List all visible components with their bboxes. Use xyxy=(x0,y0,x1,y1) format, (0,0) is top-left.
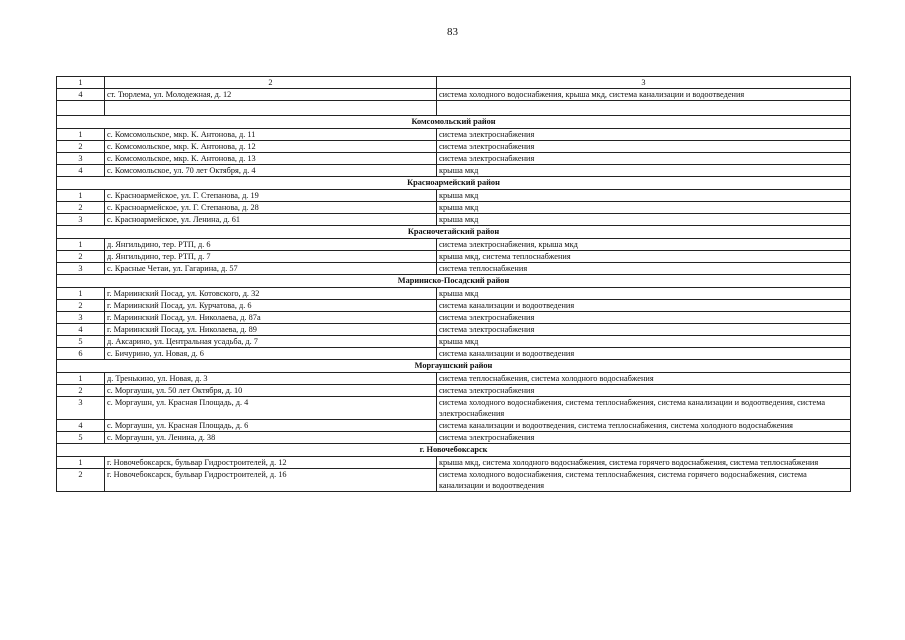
table-row xyxy=(57,432,851,444)
district-header-row xyxy=(57,360,851,373)
row-number-cell: 4 xyxy=(57,324,105,336)
address-cell: д. Аксарино, ул. Центральная усадьба, д. 7 xyxy=(105,336,437,348)
buildings-table xyxy=(56,76,851,492)
address-cell: с. Моргаушн, ул. Ленина, д. 38 xyxy=(105,432,437,444)
row-number-cell: 3 xyxy=(57,312,105,324)
systems-cell: система теплоснабжения xyxy=(437,263,851,275)
address-cell: г. Мариинский Посад, ул. Котовского, д. 32 xyxy=(105,288,437,300)
row-number-cell: 2 xyxy=(57,469,105,492)
systems-cell: система электроснабжения xyxy=(437,432,851,444)
address-cell: г. Мариинский Посад, ул. Курчатова, д. 6 xyxy=(105,300,437,312)
systems-cell: крыша мкд xyxy=(437,202,851,214)
row-number-cell: 2 xyxy=(57,251,105,263)
address-cell: с. Бичурино, ул. Новая, д. 6 xyxy=(105,348,437,360)
row-number-cell: 2 xyxy=(57,300,105,312)
empty-cell xyxy=(437,101,851,116)
table-row xyxy=(57,214,851,226)
systems-cell: крыша мкд xyxy=(437,190,851,202)
table-row xyxy=(57,300,851,312)
systems-cell: система холодного водоснабжения, система теплоснабжения, система канализации и водоотведения, система электроснабжения xyxy=(437,397,851,420)
table-row xyxy=(57,457,851,469)
row-number-cell: 4 xyxy=(57,165,105,177)
district-title: Мариинско-Посадский район xyxy=(57,275,851,288)
table-row xyxy=(57,251,851,263)
district-title: Моргаушский район xyxy=(57,360,851,373)
systems-cell: система электроснабжения xyxy=(437,141,851,153)
table-row xyxy=(57,312,851,324)
row-number-cell: 3 xyxy=(57,397,105,420)
row-number-cell: 4 xyxy=(57,420,105,432)
column-number-cell: 1 xyxy=(57,77,105,89)
district-header-row xyxy=(57,444,851,457)
row-number-cell: 1 xyxy=(57,190,105,202)
address-cell: с. Красноармейское, ул. Г. Степанова, д. 19 xyxy=(105,190,437,202)
row-number-cell: 5 xyxy=(57,336,105,348)
address-cell: с. Моргаушн, ул. 50 лет Октября, д. 10 xyxy=(105,385,437,397)
address-cell: с. Красноармейское, ул. Г. Степанова, д. 28 xyxy=(105,202,437,214)
page-number: 83 xyxy=(447,26,458,38)
address-cell: с. Моргаушн, ул. Красная Площадь, д. 4 xyxy=(105,397,437,420)
row-number-cell: 3 xyxy=(57,153,105,165)
systems-cell: система теплоснабжения, система холодного водоснабжения xyxy=(437,373,851,385)
column-number-cell: 3 xyxy=(437,77,851,89)
table-row xyxy=(57,153,851,165)
systems-cell: система холодного водоснабжения, крыша мкд, система канализации и водоотведения xyxy=(437,89,851,101)
systems-cell: система холодного водоснабжения, система теплоснабжения, система горячего водоснабжения, система канализации и водоотведения xyxy=(437,469,851,492)
systems-cell: система канализации и водоотведения xyxy=(437,300,851,312)
empty-row xyxy=(57,101,851,116)
row-number-cell: 5 xyxy=(57,432,105,444)
district-header-row xyxy=(57,116,851,129)
systems-cell: крыша мкд xyxy=(437,165,851,177)
address-cell: д. Тренькино, ул. Новая, д. 3 xyxy=(105,373,437,385)
row-number-cell: 1 xyxy=(57,239,105,251)
table-row xyxy=(57,129,851,141)
systems-cell: система электроснабжения xyxy=(437,129,851,141)
address-cell: ст. Тюрлема, ул. Молодежная, д. 12 xyxy=(105,89,437,101)
address-cell: с. Комсомольское, ул. 70 лет Октября, д. 4 xyxy=(105,165,437,177)
row-number-cell: 1 xyxy=(57,457,105,469)
address-cell: д. Янгильдино, тер. РТП, д. 6 xyxy=(105,239,437,251)
row-number-cell: 2 xyxy=(57,385,105,397)
address-cell: с. Красноармейское, ул. Ленина, д. 61 xyxy=(105,214,437,226)
table-row xyxy=(57,141,851,153)
systems-cell: система канализации и водоотведения, система теплоснабжения, система холодного водоснабжения xyxy=(437,420,851,432)
column-number-cell: 2 xyxy=(105,77,437,89)
table-row xyxy=(57,202,851,214)
address-cell: с. Комсомольское, мкр. К. Антонова, д. 13 xyxy=(105,153,437,165)
table-row xyxy=(57,469,851,492)
address-cell: г. Новочебоксарск, бульвар Гидростроителей, д. 12 xyxy=(105,457,437,469)
address-cell: г. Мариинский Посад, ул. Николаева, д. 89 xyxy=(105,324,437,336)
row-number-cell: 2 xyxy=(57,202,105,214)
address-cell: с. Комсомольское, мкр. К. Антонова, д. 11 xyxy=(105,129,437,141)
district-header-row xyxy=(57,275,851,288)
systems-cell: система канализации и водоотведения xyxy=(437,348,851,360)
district-header-row xyxy=(57,177,851,190)
district-header-row xyxy=(57,226,851,239)
address-cell: д. Янгильдино, тер. РТП, д. 7 xyxy=(105,251,437,263)
table-row xyxy=(57,239,851,251)
systems-cell: система электроснабжения, крыша мкд xyxy=(437,239,851,251)
table-row xyxy=(57,190,851,202)
address-cell: г. Новочебоксарск, бульвар Гидростроителей, д. 16 xyxy=(105,469,437,492)
district-title: Красночетайский район xyxy=(57,226,851,239)
address-cell: г. Мариинский Посад, ул. Николаева, д. 87а xyxy=(105,312,437,324)
row-number-cell: 1 xyxy=(57,288,105,300)
table-row xyxy=(57,89,851,101)
row-number-cell: 4 xyxy=(57,89,105,101)
table-row xyxy=(57,373,851,385)
table-row xyxy=(57,288,851,300)
table-row xyxy=(57,336,851,348)
systems-cell: система электроснабжения xyxy=(437,324,851,336)
systems-cell: крыша мкд, система холодного водоснабжения, система горячего водоснабжения, система теплоснабжения xyxy=(437,457,851,469)
empty-cell xyxy=(105,101,437,116)
row-number-cell: 1 xyxy=(57,129,105,141)
systems-cell: крыша мкд xyxy=(437,288,851,300)
row-number-cell: 1 xyxy=(57,373,105,385)
systems-cell: система электроснабжения xyxy=(437,385,851,397)
table-row xyxy=(57,397,851,420)
table-row xyxy=(57,348,851,360)
systems-cell: крыша мкд xyxy=(437,336,851,348)
row-number-cell: 2 xyxy=(57,141,105,153)
address-cell: с. Моргаушн, ул. Красная Площадь, д. 6 xyxy=(105,420,437,432)
row-number-cell: 3 xyxy=(57,263,105,275)
table-body xyxy=(57,77,851,492)
row-number-cell: 6 xyxy=(57,348,105,360)
systems-cell: крыша мкд, система теплоснабжения xyxy=(437,251,851,263)
table-row xyxy=(57,420,851,432)
table-row xyxy=(57,165,851,177)
table-row xyxy=(57,385,851,397)
empty-cell xyxy=(57,101,105,116)
table-row xyxy=(57,324,851,336)
systems-cell: система электроснабжения xyxy=(437,312,851,324)
district-title: Комсомольский район xyxy=(57,116,851,129)
systems-cell: крыша мкд xyxy=(437,214,851,226)
row-number-cell: 3 xyxy=(57,214,105,226)
district-title: Красноармейский район xyxy=(57,177,851,190)
address-cell: с. Комсомольское, мкр. К. Антонова, д. 12 xyxy=(105,141,437,153)
district-title: г. Новочебоксарск xyxy=(57,444,851,457)
address-cell: с. Красные Четаи, ул. Гагарина, д. 57 xyxy=(105,263,437,275)
table-row xyxy=(57,263,851,275)
systems-cell: система электроснабжения xyxy=(437,153,851,165)
column-number-row xyxy=(57,77,851,89)
